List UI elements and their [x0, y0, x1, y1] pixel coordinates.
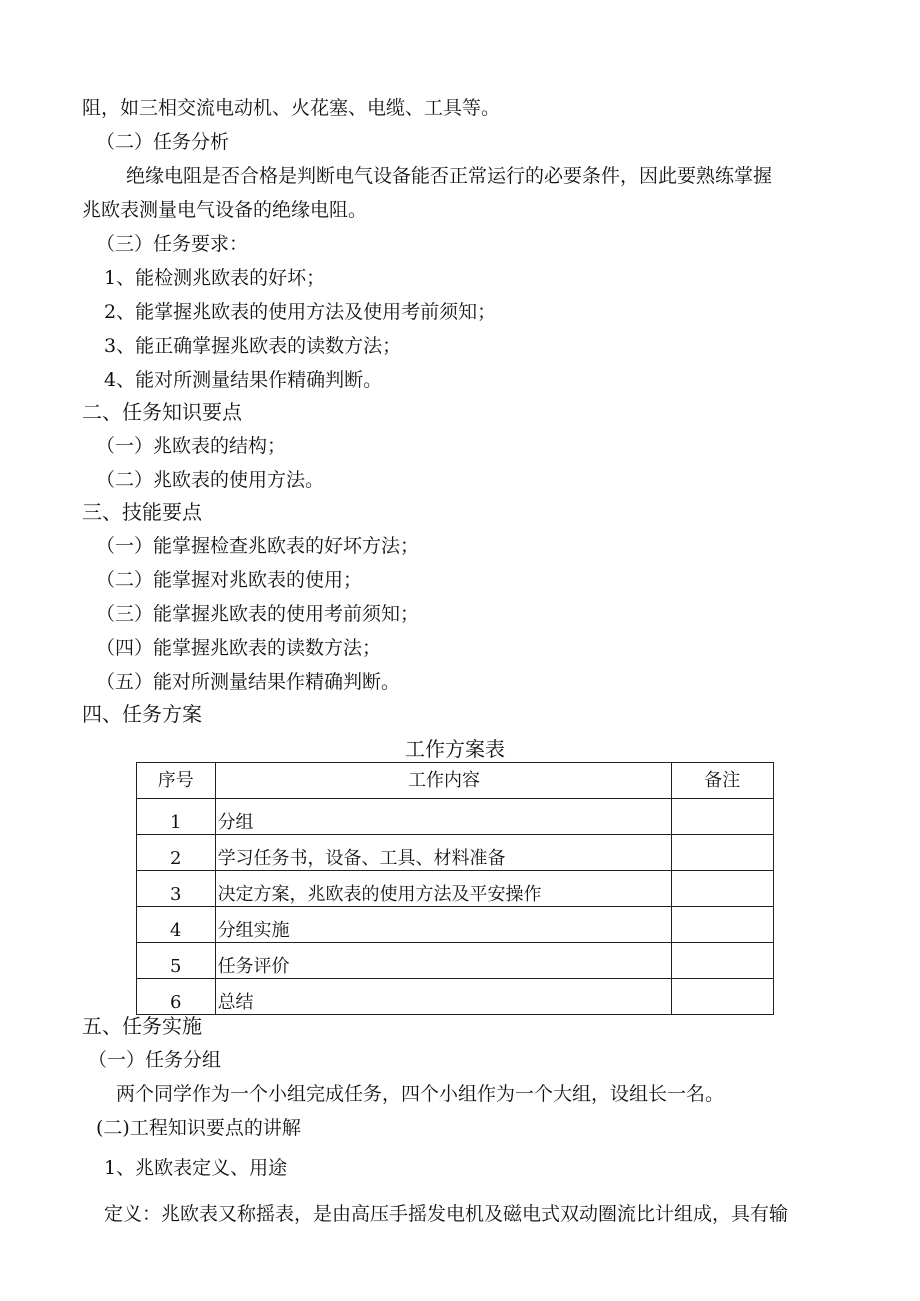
- header-no: 序号: [137, 763, 216, 799]
- list-item: 4、能对所测量结果作精确判断。: [104, 369, 383, 391]
- paragraph-line: 两个同学作为一个小组完成任务，四个小组作为一个大组，设组长一名。: [116, 1083, 725, 1105]
- table-row: [137, 835, 774, 871]
- cell-note: [671, 979, 773, 1015]
- work-plan-table: [136, 762, 774, 1015]
- cell-content: 总结: [215, 979, 671, 1015]
- list-item: 1、能检测兆欧表的好坏；: [104, 267, 326, 289]
- cell-content: 决定方案，兆欧表的使用方法及平安操作: [215, 871, 671, 907]
- table-header-row: [137, 763, 774, 799]
- list-item: （一）兆欧表的结构；: [96, 435, 287, 457]
- cell-note: [671, 907, 773, 943]
- subsection-heading: （二）任务分析: [96, 131, 230, 153]
- cell-no: 2: [137, 835, 216, 871]
- cell-content: 分组实施: [215, 907, 671, 943]
- list-item: （五）能对所测量结果作精确判断。: [96, 671, 401, 693]
- cell-no: 5: [137, 943, 216, 979]
- cell-no: 1: [137, 799, 216, 835]
- table-row: [137, 907, 774, 943]
- header-content: 工作内容: [215, 763, 671, 799]
- cell-note: [671, 871, 773, 907]
- list-item: （二）兆欧表的使用方法。: [96, 469, 325, 491]
- paragraph-line: 定义：兆欧表又称摇表，是由高压手摇发电机及磁电式双动圈流比计组成，具有输: [104, 1203, 789, 1225]
- cell-note: [671, 835, 773, 871]
- subsection-heading: (二)工程知识要点的讲解: [96, 1117, 301, 1139]
- cell-no: 4: [137, 907, 216, 943]
- subsection-heading: （一）任务分组: [88, 1049, 222, 1071]
- paragraph-line: 兆欧表测量电气设备的绝缘电阻。: [82, 199, 368, 221]
- cell-note: [671, 943, 773, 979]
- paragraph-line: 绝缘电阻是否合格是判断电气设备能否正常运行的必要条件，因此要熟练掌握: [126, 165, 773, 187]
- table-row: [137, 799, 774, 835]
- subsection-heading: （三）任务要求：: [96, 233, 249, 255]
- list-item: 1、兆欧表定义、用途: [104, 1157, 288, 1179]
- cell-content: 任务评价: [215, 943, 671, 979]
- cell-content: 学习任务书，设备、工具、材料准备: [215, 835, 671, 871]
- cell-note: [671, 799, 773, 835]
- section-heading: 三、技能要点: [82, 500, 202, 524]
- list-item: 2、能掌握兆欧表的使用方法及使用考前须知；: [104, 301, 497, 323]
- table-row: [137, 871, 774, 907]
- list-item: 3、能正确掌握兆欧表的读数方法；: [104, 335, 402, 357]
- section-heading: 二、任务知识要点: [82, 400, 242, 424]
- section-heading: 五、任务实施: [82, 1014, 202, 1038]
- header-note: 备注: [671, 763, 773, 799]
- text-line: 阻，如三相交流电动机、火花塞、电缆、工具等。: [82, 97, 501, 119]
- section-heading: 四、任务方案: [82, 702, 202, 726]
- list-item: （四）能掌握兆欧表的读数方法；: [96, 637, 382, 659]
- list-item: （二）能掌握对兆欧表的使用；: [96, 569, 363, 591]
- table-row: [137, 979, 774, 1015]
- list-item: （一）能掌握检查兆欧表的好坏方法；: [96, 535, 420, 557]
- table-title: 工作方案表: [405, 737, 505, 761]
- cell-no: 3: [137, 871, 216, 907]
- cell-no: 6: [137, 979, 216, 1015]
- table-row: [137, 943, 774, 979]
- cell-content: 分组: [215, 799, 671, 835]
- list-item: （三）能掌握兆欧表的使用考前须知；: [96, 603, 420, 625]
